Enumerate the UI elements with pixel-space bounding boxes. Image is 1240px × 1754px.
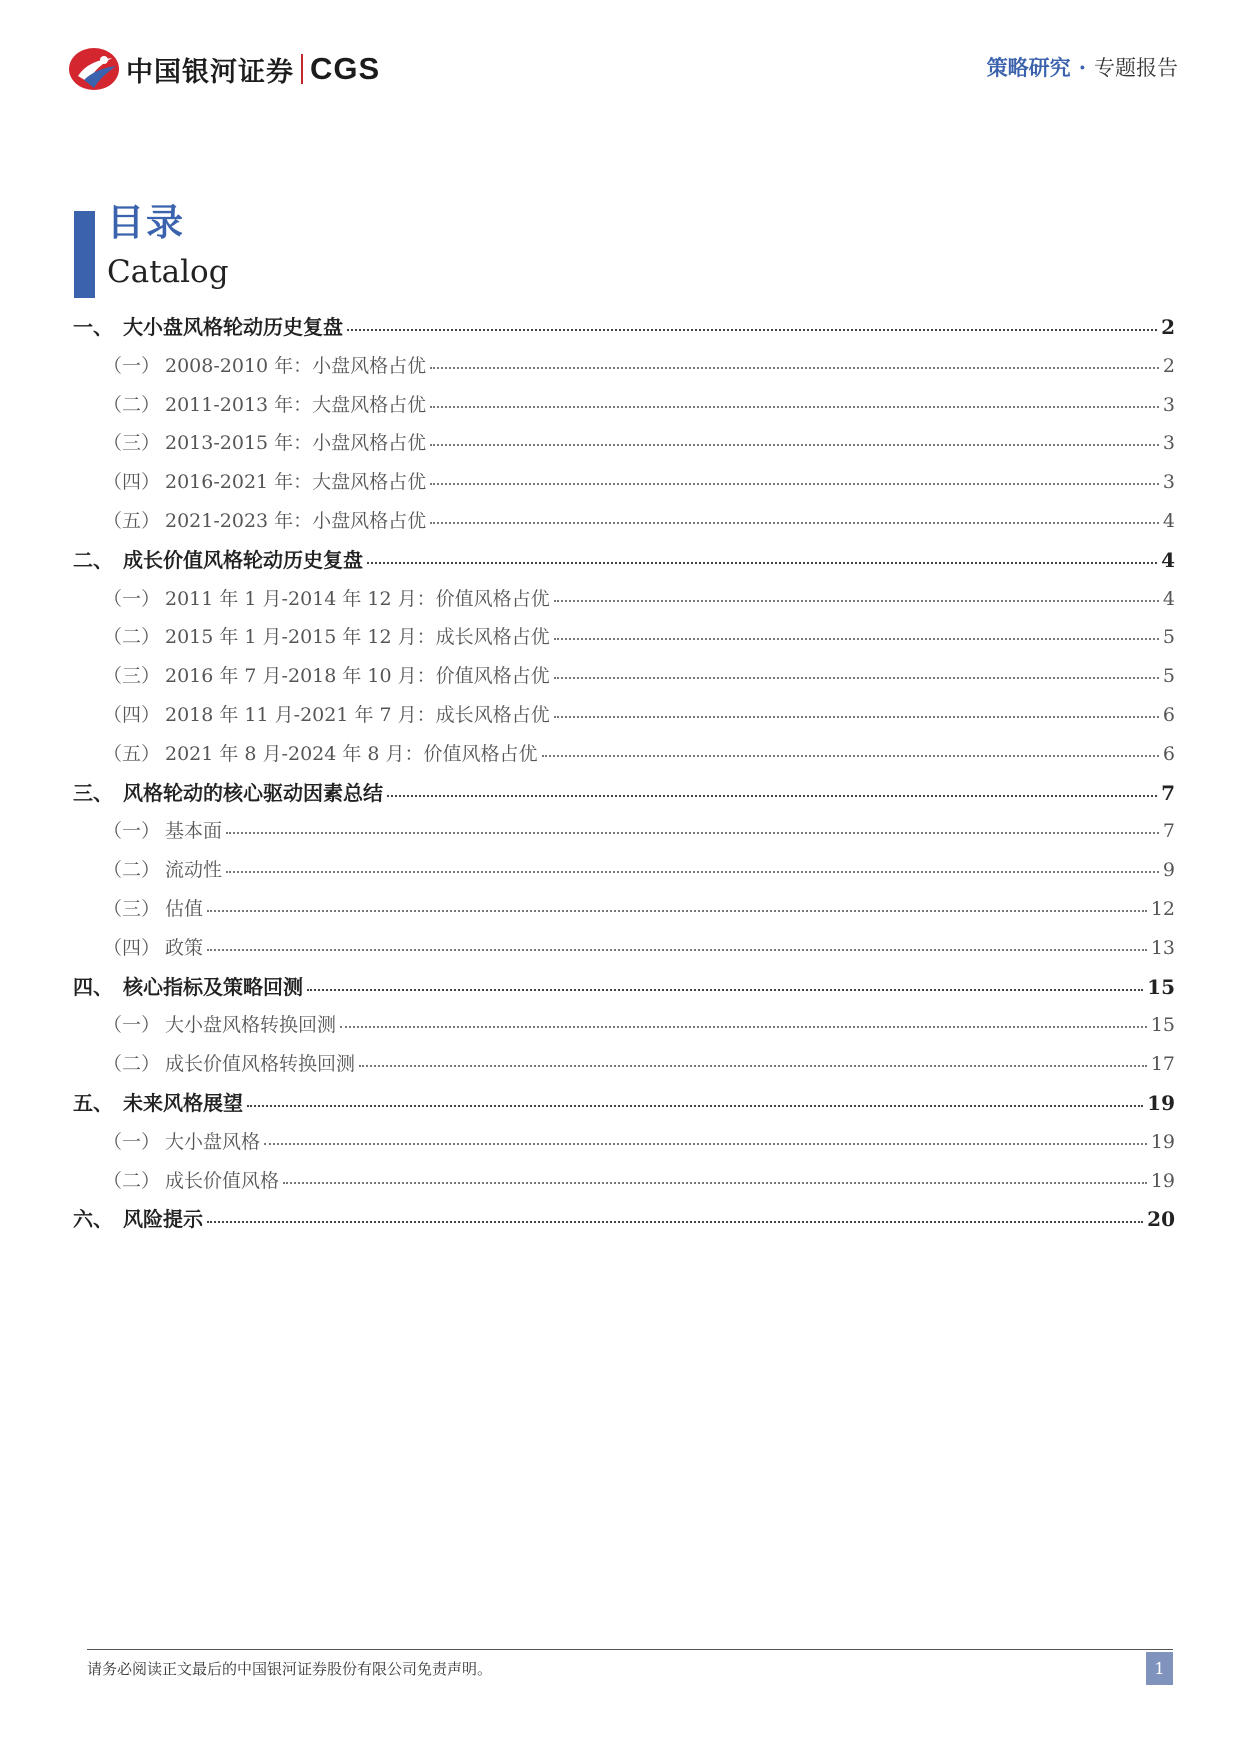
toc-leader-dots [207,1221,1143,1223]
toc-subsection-entry[interactable] [73,1162,1175,1201]
toc-subsection-entry[interactable] [73,812,1175,851]
toc-entry-number: （五） [103,742,161,765]
toc-entry-number: （四） [103,936,161,959]
toc-subsection-entry[interactable] [73,580,1175,619]
toc-subsection-entry[interactable] [73,890,1175,929]
toc-subsection-entry[interactable] [73,657,1175,696]
toc-entry-title: 2016 年 7 月-2018 年 10 月：价值风格占优 [165,665,550,688]
toc-leader-dots [367,562,1157,564]
toc-entry-title: 成长价值风格轮动历史复盘 [123,547,363,572]
toc-entry-page: 5 [1162,665,1175,688]
toc-leader-dots [347,329,1157,331]
toc-entry-title: 风格轮动的核心驱动因素总结 [123,780,383,805]
toc-entry-page: 2 [1162,354,1175,377]
toc-entry-number: 五、 [73,1090,113,1115]
page-header [68,44,1178,94]
toc-subsection-entry[interactable] [73,1006,1175,1045]
toc-leader-dots [340,1026,1147,1028]
toc-leader-dots [247,1105,1143,1107]
toc-entry-page: 7 [1162,820,1175,843]
logo-text-en: CGS [310,51,381,86]
toc-leader-dots [359,1065,1147,1067]
toc-entry-page: 7 [1161,780,1175,805]
toc-entry-title: 2013-2015 年：小盘风格占优 [165,432,427,455]
toc-entry-title: 风险提示 [123,1207,203,1232]
logo-divider [301,54,303,84]
toc-entry-number: 四、 [73,974,113,999]
toc-entry-title: 2011 年 1 月-2014 年 12 月：价值风格占优 [165,587,550,610]
catalog-title-cn: 目录 [107,200,185,244]
toc-entry-title: 2015 年 1 月-2015 年 12 月：成长风格占优 [165,626,550,649]
toc-entry-page: 3 [1162,432,1175,455]
toc-entry-number: （二） [103,1169,161,1192]
category-separator: · [1078,55,1086,80]
toc-section-entry[interactable] [73,308,1175,347]
toc-entry-number: （三） [103,665,161,688]
toc-entry-title: 成长价值风格 [165,1169,280,1192]
toc-entry-number: （二） [103,859,161,882]
toc-entry-page: 3 [1162,393,1175,416]
toc-entry-number: （二） [103,626,161,649]
toc-entry-title: 2008-2010 年：小盘风格占优 [165,354,427,377]
toc-entry-title: 大小盘风格转换回测 [165,1014,337,1037]
report-category [987,52,1178,82]
footer-divider [87,1649,1173,1650]
toc-leader-dots [207,910,1147,912]
toc-subsection-entry[interactable] [73,386,1175,425]
toc-subsection-entry[interactable] [73,463,1175,502]
toc-entry-title: 2021-2023 年：小盘风格占优 [165,509,427,532]
toc-entry-number: （一） [103,1014,161,1037]
toc-entry-title: 成长价值风格转换回测 [165,1053,356,1076]
toc-entry-number: （一） [103,587,161,610]
toc-entry-title: 2016-2021 年：大盘风格占优 [165,471,427,494]
toc-subsection-entry[interactable] [73,735,1175,774]
toc-entry-page: 9 [1162,859,1175,882]
toc-leader-dots [430,406,1159,408]
toc-entry-page: 19 [1150,1169,1175,1192]
toc-section-entry[interactable] [73,968,1175,1007]
toc-entry-page: 4 [1162,509,1175,532]
toc-subsection-entry[interactable] [73,1123,1175,1162]
toc-subsection-entry[interactable] [73,424,1175,463]
toc-entry-page: 6 [1162,703,1175,726]
toc-entry-number: （一） [103,354,161,377]
toc-entry-title: 大小盘风格 [165,1130,261,1153]
toc-entry-page: 13 [1150,936,1175,959]
footer-disclaimer: 请务必阅读正文最后的中国银河证券股份有限公司免责声明。 [87,1660,493,1678]
toc-entry-number: 三、 [73,780,113,805]
toc-section-entry[interactable] [73,1084,1175,1123]
toc-entry-title: 2018 年 11 月-2021 年 7 月：成长风格占优 [165,703,550,726]
toc-subsection-entry[interactable] [73,502,1175,541]
toc-entry-title: 大小盘风格轮动历史复盘 [123,315,343,339]
toc-leader-dots [264,1143,1147,1145]
toc-entry-page: 20 [1147,1207,1175,1232]
toc-leader-dots [554,600,1159,602]
toc-leader-dots [207,949,1147,951]
toc-entry-number: （二） [103,1053,161,1076]
toc-entry-page: 2 [1161,315,1175,339]
toc-leader-dots [226,871,1159,873]
toc-leader-dots [307,989,1143,991]
toc-leader-dots [554,716,1159,718]
toc-leader-dots [430,483,1159,485]
toc-entry-page: 15 [1147,974,1175,999]
toc-leader-dots [430,444,1159,446]
toc-entry-title: 基本面 [165,820,223,843]
toc-entry-number: 二、 [73,547,113,572]
toc-entry-title: 核心指标及策略回测 [123,974,303,999]
toc-subsection-entry[interactable] [73,696,1175,735]
toc-leader-dots [542,755,1159,757]
toc-entry-number: （三） [103,432,161,455]
toc-entry-number: （一） [103,1130,161,1153]
galaxy-logo-icon [68,46,120,92]
toc-entry-title: 政策 [165,936,204,959]
category-label: 策略研究 [986,55,1071,80]
toc-entry-page: 12 [1150,897,1175,920]
toc-leader-dots [430,522,1159,524]
toc-entry-number: （五） [103,509,161,532]
toc-leader-dots [554,638,1159,640]
toc-entry-number: （四） [103,703,161,726]
toc-subsection-entry[interactable] [73,851,1175,890]
toc-entry-number: （三） [103,897,161,920]
toc-entry-page: 5 [1162,626,1175,649]
logo-text-cn: 中国银河证券 [126,56,294,88]
toc-entry-title: 流动性 [165,859,223,882]
toc-section-entry[interactable] [73,541,1175,580]
toc-entry-page: 4 [1162,587,1175,610]
toc-entry-number: （一） [103,820,161,843]
toc-section-entry[interactable] [73,774,1175,813]
toc-subsection-entry[interactable] [73,1045,1175,1084]
catalog-accent-bar [74,211,95,298]
toc-subsection-entry[interactable] [73,347,1175,386]
table-of-contents [73,308,1175,1239]
toc-entry-page: 15 [1150,1014,1175,1037]
toc-entry-title: 未来风格展望 [123,1090,243,1115]
toc-entry-page: 19 [1147,1090,1175,1115]
toc-entry-title: 2021 年 8 月-2024 年 8 月：价值风格占优 [165,742,538,765]
toc-entry-page: 19 [1150,1130,1175,1153]
brand-logo [68,44,380,94]
toc-leader-dots [387,795,1157,797]
toc-entry-page: 6 [1162,742,1175,765]
toc-entry-number: （四） [103,471,161,494]
toc-leader-dots [430,367,1159,369]
toc-entry-number: 一、 [73,315,113,339]
toc-entry-title: 估值 [165,897,204,920]
toc-subsection-entry[interactable] [73,618,1175,657]
toc-entry-number: （二） [103,393,161,416]
toc-entry-number: 六、 [73,1207,113,1232]
catalog-title-en: Catalog [107,254,229,290]
toc-entry-page: 3 [1162,471,1175,494]
report-type-label: 专题报告 [1094,56,1178,80]
toc-entry-title: 2011-2013 年：大盘风格占优 [165,393,427,416]
toc-leader-dots [226,832,1159,834]
toc-entry-page: 4 [1161,547,1175,572]
toc-subsection-entry[interactable] [73,929,1175,968]
toc-section-entry[interactable] [73,1200,1175,1239]
toc-leader-dots [283,1182,1147,1184]
toc-entry-page: 17 [1150,1053,1175,1076]
page-number: 1 [1146,1652,1173,1685]
toc-leader-dots [554,677,1159,679]
